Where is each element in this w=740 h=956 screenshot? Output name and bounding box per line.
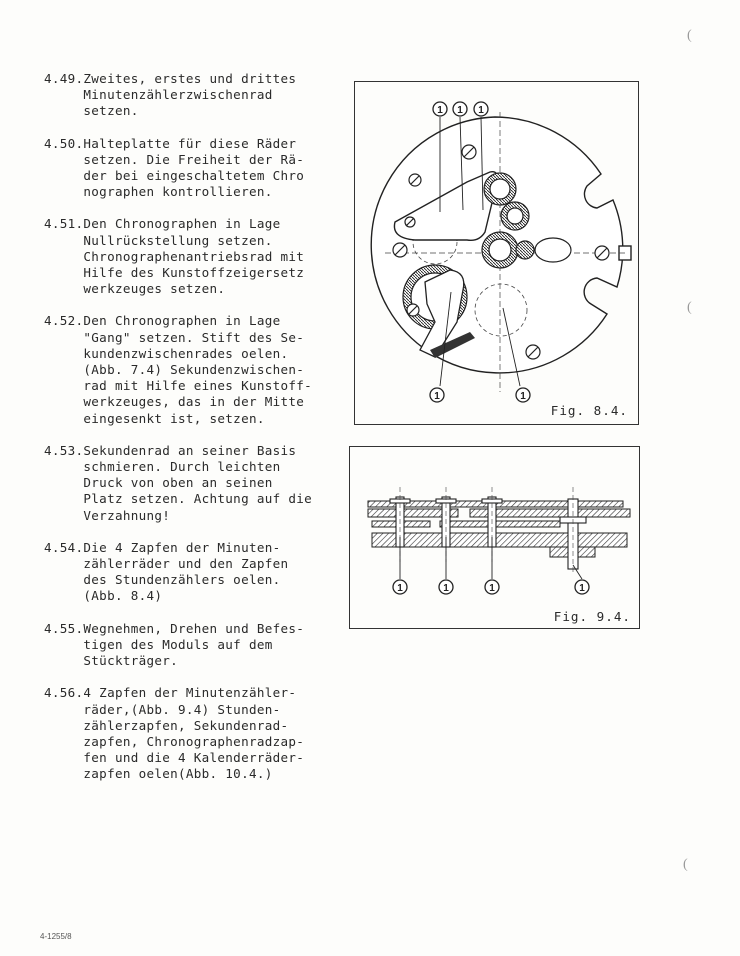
step-4-54 <box>44 540 344 605</box>
callout-label: 1 <box>434 391 440 402</box>
step-text: Zweites, erstes und drittes Minutenzählerzwischenrad setzen. <box>83 71 297 119</box>
step-number: 4.55. <box>44 620 84 636</box>
callout-markers <box>393 580 589 594</box>
figure-caption: Fig. 8.4. <box>550 403 628 418</box>
movement-top-view-drawing <box>355 82 638 424</box>
figure-8-4 <box>354 81 639 425</box>
callout-label: 1 <box>579 583 585 594</box>
callout-label: 1 <box>489 583 495 594</box>
margin-punch-mark: ( <box>683 857 688 872</box>
step-text: Wegnehmen, Drehen und Befes- tigen des Moduls auf dem Stückträger. <box>83 620 305 669</box>
step-4-53 <box>44 443 344 524</box>
step-number: 4.54. <box>44 539 84 555</box>
step-4-51 <box>44 216 344 297</box>
step-number: 4.53. <box>44 442 84 458</box>
document-code: 4-1255/8 <box>40 932 72 941</box>
callout-label: 1 <box>520 391 526 402</box>
margin-punch-mark: ( <box>687 28 692 43</box>
step-text: Die 4 Zapfen der Minuten- zählerräder und den Zapfen des Stundenzählers oelen. (Abb. 8.4) <box>83 539 289 604</box>
figure-9-4 <box>349 446 640 629</box>
step-text: Sekundenrad an seiner Basis schmieren. Durch leichten Druck von oben an seinen Platz setzen. Achtung auf die Verzahnung! <box>83 442 313 523</box>
callout-label: 1 <box>397 583 403 594</box>
callout-label: 1 <box>457 105 463 116</box>
step-text: Halteplatte für diese Räder setzen. Die Freiheit der Rä- der bei eingeschaltetem Chro nographen kontrollieren. <box>83 135 305 200</box>
figure-caption: Fig. 9.4. <box>553 609 631 624</box>
step-number: 4.52. <box>44 313 84 329</box>
step-4-52 <box>44 313 344 426</box>
step-4-49 <box>44 71 344 120</box>
step-4-50 <box>44 136 344 201</box>
callout-label: 1 <box>437 105 443 116</box>
step-number: 4.51. <box>44 216 84 232</box>
instruction-list <box>44 71 344 799</box>
step-number: 4.50. <box>44 135 84 151</box>
step-4-56 <box>44 685 344 782</box>
step-text: Den Chronographen in Lage Nullrückstellung setzen. Chronographenantriebsrad mit Hilfe des Kunstoffzeigersetz werkzeuges setzen. <box>83 216 305 297</box>
callout-label: 1 <box>478 105 484 116</box>
callout-label: 1 <box>443 583 449 594</box>
margin-punch-mark: ( <box>687 300 692 315</box>
step-text: 4 Zapfen der Minutenzähler- räder,(Abb. 9.4) Stunden- zählerzapfen, Sekundenrad- zapfen, Chronographenradzap- fen und die 4 Kalenderräder- zapfen oelen(Abb. 10.4.) <box>83 685 305 782</box>
step-text: Den Chronographen in Lage "Gang" setzen. Stift des Se- kundenzwischenrades oelen. (Abb. 7.4) Sekundenzwischen- rad mit Hilfe eines Kunstoff- werkzeuges, das in der Mitte eingesenkt ist, setzen. <box>83 313 313 426</box>
movement-section-drawing <box>350 447 639 628</box>
step-4-55 <box>44 621 344 670</box>
step-number: 4.49. <box>44 71 84 86</box>
step-number: 4.56. <box>44 685 84 701</box>
